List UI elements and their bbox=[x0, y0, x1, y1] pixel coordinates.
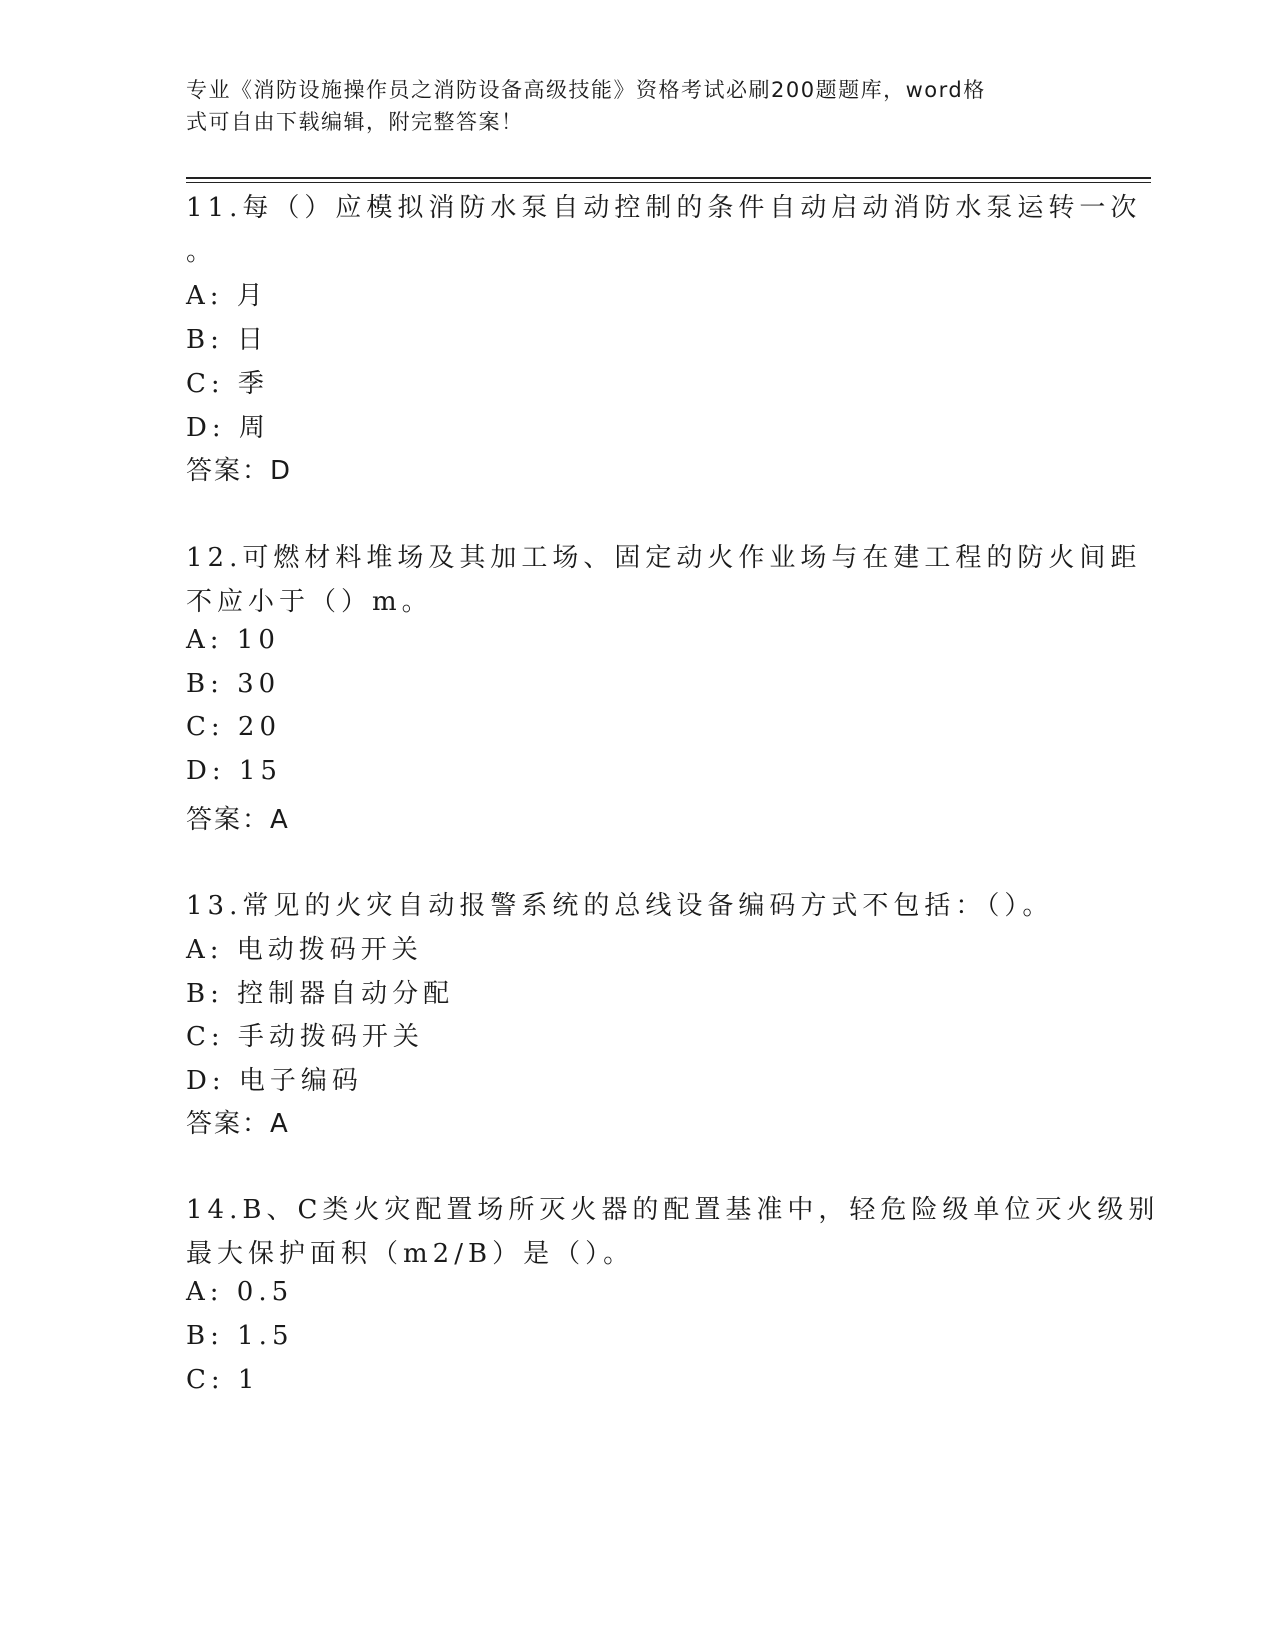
option-d: D: 电子编码 bbox=[186, 1066, 363, 1096]
option-c: C: 季 bbox=[186, 369, 269, 399]
answer-label: 答案：A bbox=[186, 1109, 290, 1139]
header-divider-thick bbox=[186, 177, 1151, 179]
option-c: C: 20 bbox=[186, 712, 282, 742]
answer-label: 答案：A bbox=[186, 805, 290, 835]
question-text-line-1: 13.常见的火灾自动报警系统的总线设备编码方式不包括：（）。 bbox=[186, 891, 1054, 921]
option-c: C: 1 bbox=[186, 1365, 260, 1395]
question-text-line-1: 14.B、C类火灾配置场所灭火器的配置基准中，轻危险级单位灭火级别 bbox=[186, 1195, 1160, 1225]
question-text-line-2: 不应小于（）m。 bbox=[186, 587, 433, 617]
option-d: D: 15 bbox=[186, 756, 282, 786]
header-divider-thin bbox=[186, 182, 1151, 183]
option-d: D: 周 bbox=[186, 413, 270, 443]
option-a: A: 10 bbox=[186, 625, 280, 655]
header-line-1: 专业《消防设施操作员之消防设备高级技能》资格考试必刷200题题库，word格 bbox=[186, 78, 986, 102]
question-text-line-1: 12.可燃材料堆场及其加工场、固定动火作业场与在建工程的防火间距 bbox=[186, 543, 1142, 573]
option-b: B: 日 bbox=[186, 325, 269, 355]
answer-label: 答案：D bbox=[186, 456, 293, 486]
question-text-line-2: 。 bbox=[186, 237, 218, 267]
option-a: A: 电动拨码开关 bbox=[186, 935, 423, 965]
question-text-line-1: 11.每（）应模拟消防水泵自动控制的条件自动启动消防水泵运转一次 bbox=[186, 193, 1142, 223]
option-b: B: 控制器自动分配 bbox=[186, 979, 455, 1009]
option-a: A: 0.5 bbox=[186, 1277, 294, 1307]
option-b: B: 30 bbox=[186, 669, 281, 699]
option-a: A: 月 bbox=[186, 281, 268, 311]
document-header bbox=[186, 74, 1086, 138]
option-b: B: 1.5 bbox=[186, 1321, 294, 1351]
option-c: C: 手动拨码开关 bbox=[186, 1022, 424, 1052]
header-line-2: 式可自由下载编辑，附完整答案！ bbox=[186, 110, 524, 134]
question-text-line-2: 最大保护面积（m2/B）是（）。 bbox=[186, 1239, 635, 1269]
